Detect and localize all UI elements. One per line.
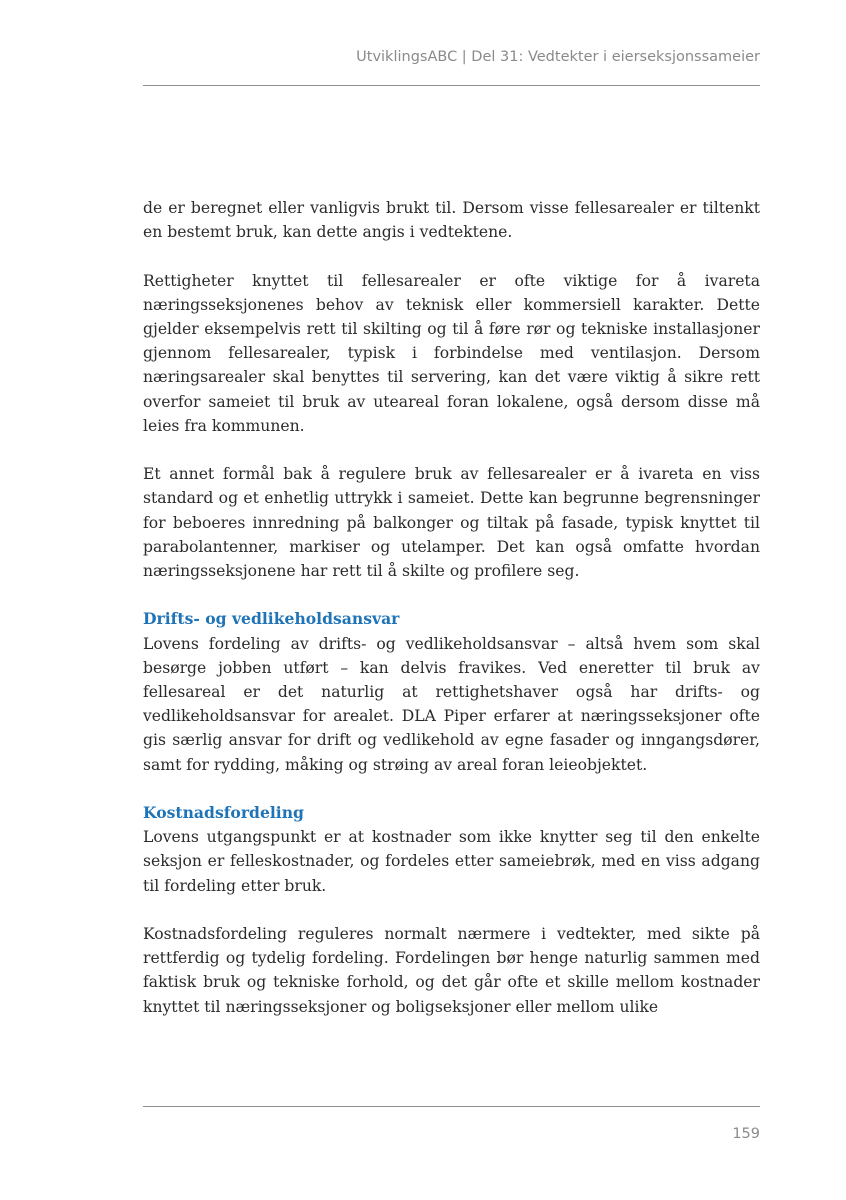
page-number: 159 [732,1126,760,1142]
body-paragraph-3: Et annet formål bak å regulere bruk av fellesarealer er å ivareta en viss standard og et enhetlig uttrykk i sameiet. Dette kan begrunne begrensninger for beboeres innredning på balkonger og tiltak på fasade, typisk knyttet til parabolantenner, markiser og utelamper. Det kan også omfatte hvordan næringsseksjonene har rett til å skilte og profilere seg. [143,465,760,581]
page-body [143,196,760,1043]
running-header: UtviklingsABC | Del 31: Vedtekter i eierseksjonssameier [356,49,760,65]
header-divider [143,85,760,86]
footer-divider [143,1106,760,1107]
section-text-kostnadsfordeling: Lovens utgangspunkt er at kostnader som ikke knytter seg til den enkelte seksjon er felleskostnader, og fordeles etter sameiebrøk, med en viss adgang til fordeling etter bruk. [143,828,760,895]
section-drifts-og-vedlikeholdsansvar [143,607,760,776]
section-heading-kostnadsfordeling: Kostnadsfordeling [143,803,304,823]
section-heading-drifts-og-vedlikeholdsansvar: Drifts- og vedlikeholdsansvar [143,609,400,629]
body-paragraph-2: Rettigheter knyttet til fellesarealer er ofte viktige for å ivareta næringsseksjonenes behov av teknisk eller kommersiell karakter. Dette gjelder eksempelvis rett til skilting og til å føre rør og tekniske installasjoner gjennom fellesarealer, typisk i forbindelse med ventilasjon. Dersom næringsarealer skal benyttes til servering, kan det være viktig å sikre rett overfor sameiet til bruk av uteareal foran lokalene, også dersom disse må leies fra kommunen. [143,271,760,435]
section-text-drifts-og-vedlikeholdsansvar: Lovens fordeling av drifts- og vedlikeholdsansvar – altså hvem som skal besørge jobben utført – kan delvis fravikes. Ved eneretter til bruk av fellesareal er det naturlig at rettighetshaver også har drifts- og vedlikeholdsansvar for arealet. DLA Piper erfarer at næringsseksjoner ofte gis særlig ansvar for drift og vedlikehold av egne fasader og inngangsdører, samt for rydding, måking og strøing av areal foran leieobjektet. [143,634,760,774]
section-kostnadsfordeling [143,801,760,898]
body-paragraph-4: Kostnadsfordeling reguleres normalt nærmere i vedtekter, med sikte på rettferdig og tydelig fordeling. Fordelingen bør henge naturlig sammen med faktisk bruk og tekniske forhold, og det går ofte et skille mellom kostnader knyttet til næringsseksjoner og boligseksjoner eller mellom ulike [143,925,760,1016]
body-paragraph-1: de er beregnet eller vanligvis brukt til. Dersom visse fellesarealer er tiltenkt en bestemt bruk, kan dette angis i vedtektene. [143,199,760,242]
